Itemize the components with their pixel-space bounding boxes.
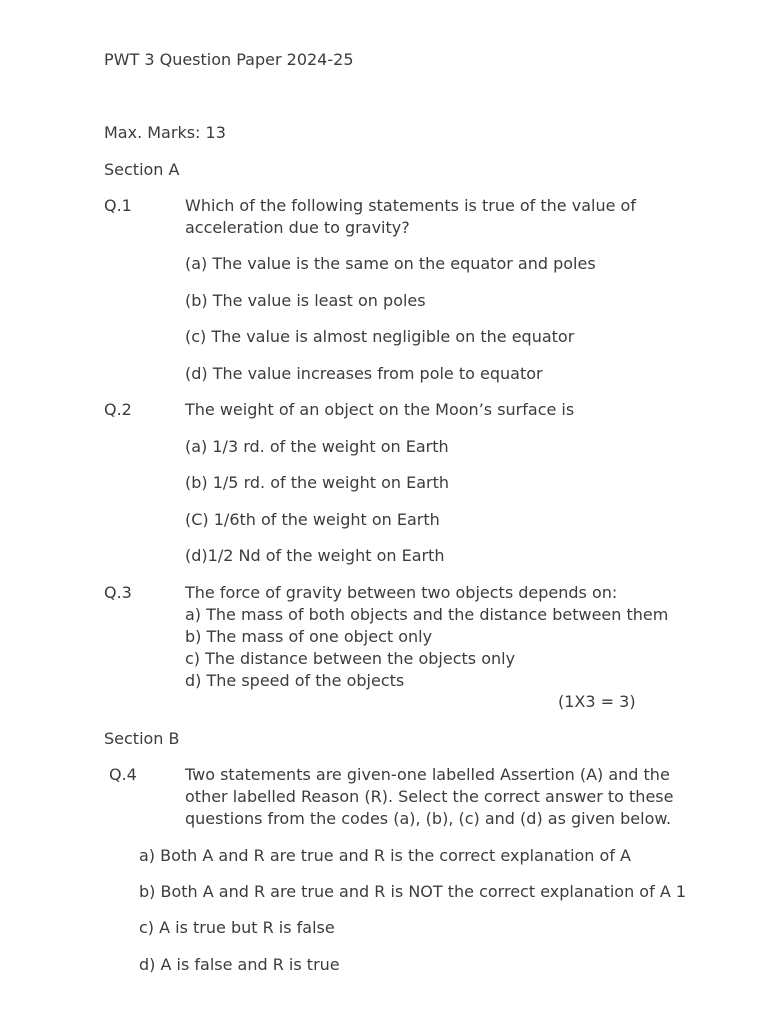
question-4-text: [185, 764, 673, 830]
question-1-option-a: (a) The value is the same on the equator and poles: [185, 254, 596, 273]
question-4-text-line: Two statements are given-one labelled Assertion (A) and the: [185, 765, 670, 784]
question-2-option-c: (C) 1/6th of the weight on Earth: [185, 510, 440, 529]
question-number-3: Q.3: [104, 583, 132, 602]
question-number-2: Q.2: [104, 400, 132, 419]
question-2-text-line: The weight of an object on the Moon’s surface is: [185, 400, 575, 419]
question-number-4: Q.4: [109, 765, 137, 784]
question-1-text-line: Which of the following statements is true of the value of: [185, 196, 636, 215]
question-1-text-line: acceleration due to gravity?: [185, 218, 410, 237]
section-a-marks: (1X3 = 3): [558, 692, 636, 711]
question-3-block: [185, 582, 668, 692]
question-4-option-d: d) A is false and R is true: [139, 955, 340, 974]
question-4-text-line: other labelled Reason (R). Select the correct answer to these: [185, 787, 674, 806]
question-4-option-c: c) A is true but R is false: [139, 918, 335, 937]
question-2-option-a: (a) 1/3 rd. of the weight on Earth: [185, 437, 449, 456]
question-1-option-b: (b) The value is least on poles: [185, 291, 426, 310]
question-3-option-c: c) The distance between the objects only: [185, 649, 516, 668]
question-3-option-d: d) The speed of the objects: [185, 671, 405, 690]
question-4-text-line: questions from the codes (a), (b), (c) and (d) as given below.: [185, 809, 672, 828]
section-a-heading: Section A: [104, 160, 180, 179]
question-4-option-b: b) Both A and R are true and R is NOT the correct explanation of A 1: [139, 882, 687, 901]
question-3-text-line: The force of gravity between two objects depends on:: [185, 583, 618, 602]
question-1-text: [185, 195, 636, 239]
question-number-1: Q.1: [104, 196, 132, 215]
section-b-heading: Section B: [104, 729, 180, 748]
question-2-option-b: (b) 1/5 rd. of the weight on Earth: [185, 473, 449, 492]
question-3-option-b: b) The mass of one object only: [185, 627, 433, 646]
max-marks: Max. Marks: 13: [104, 123, 226, 142]
question-2-option-d: (d)1/2 Nd of the weight on Earth: [185, 546, 445, 565]
question-1-option-c: (c) The value is almost negligible on the equator: [185, 327, 575, 346]
paper-title: PWT 3 Question Paper 2024-25: [104, 50, 354, 69]
question-3-option-a: a) The mass of both objects and the distance between them: [185, 605, 669, 624]
question-1-option-d: (d) The value increases from pole to equator: [185, 364, 543, 383]
question-4-option-a: a) Both A and R are true and R is the correct explanation of A: [139, 846, 631, 865]
